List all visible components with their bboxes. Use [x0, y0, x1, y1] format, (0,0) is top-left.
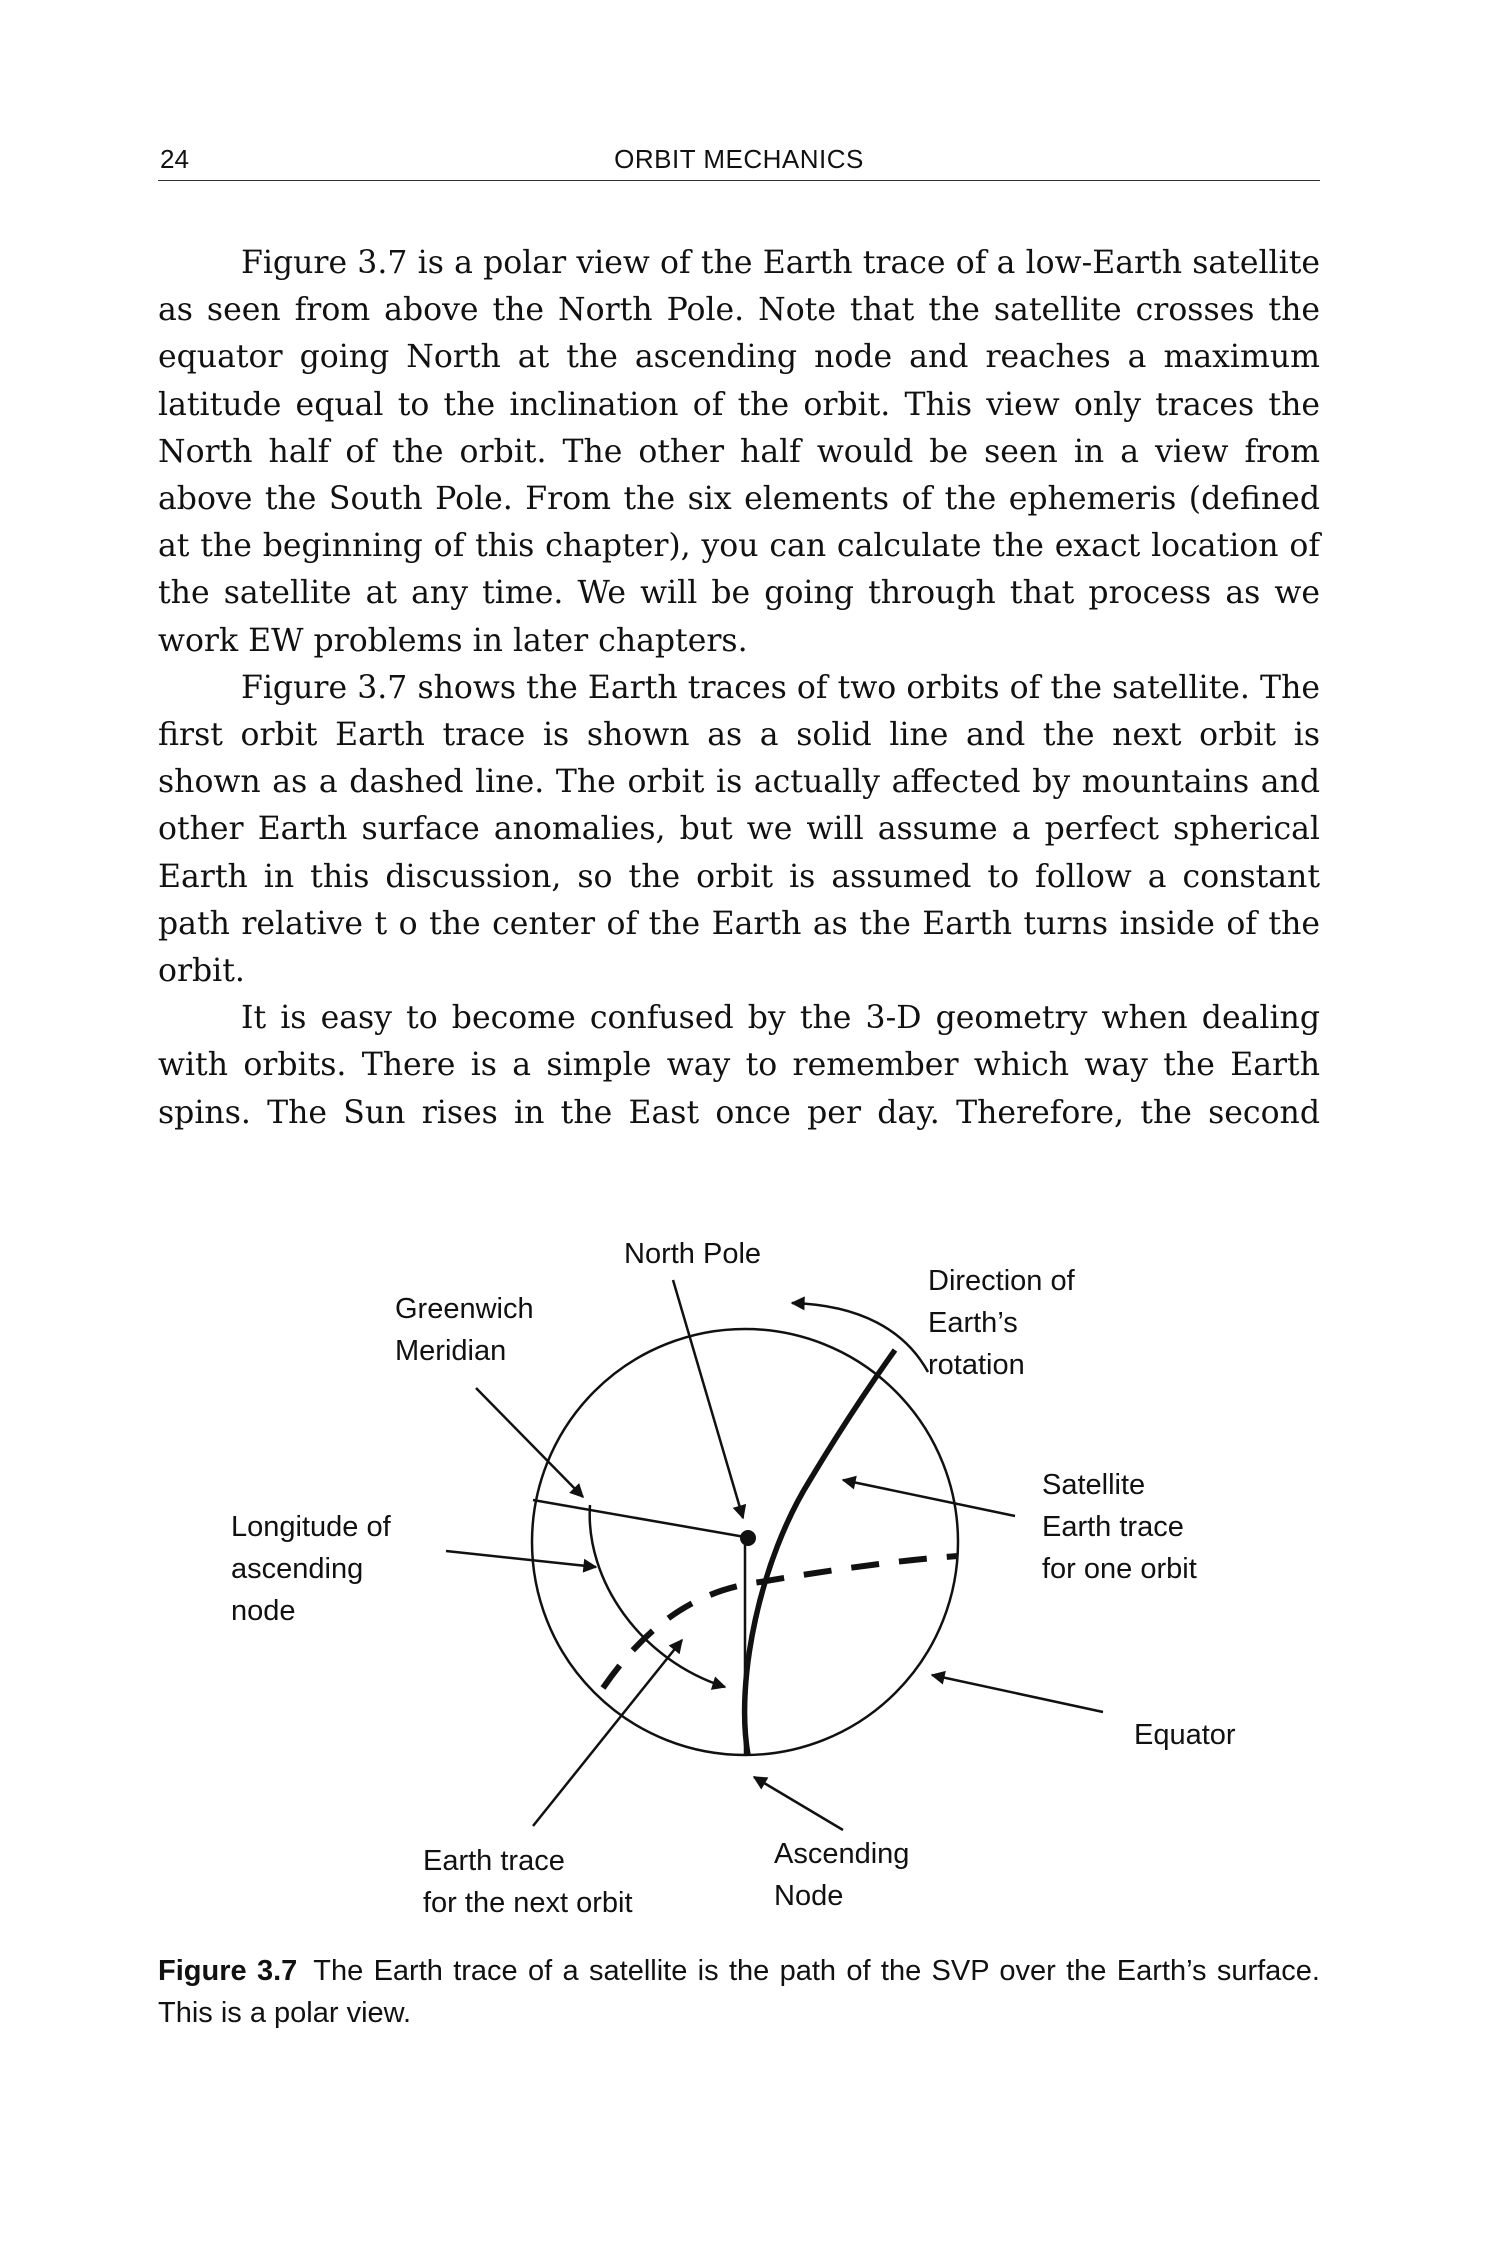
north-pole-leader — [673, 1280, 743, 1518]
paragraph-1: Figure 3.7 is a polar view of the Earth trace of a low-Earth satellite as seen from above the North Pole. Note that the satellite crosses the equator going North at the ascending node and reaches a maximum latitude equal to the inclination of the orbit. This view only traces the North half of the orbit. The other half would be seen in a view from above the South Pole. From the six elements of the ephemeris (defined at the beginning of this chapter), you can calculate the exact location of the satellite at any time. We will be going through that process as we work EW problems in later chapters. — [158, 245, 1320, 659]
label-next-orbit-line2: for the next orbit — [423, 1887, 633, 1919]
label-next-orbit-line1: Earth trace — [423, 1845, 565, 1877]
greenwich-meridian-line — [533, 1500, 745, 1537]
figure-3-7 — [0, 1200, 1500, 1960]
label-direction-line1: Direction of — [928, 1265, 1075, 1297]
label-longitude-line3: node — [231, 1595, 296, 1627]
label-direction-line3: rotation — [928, 1349, 1025, 1381]
label-north-pole: North Pole — [624, 1238, 762, 1270]
label-satellite-line1: Satellite — [1042, 1469, 1146, 1501]
equator-leader — [932, 1675, 1103, 1712]
satellite-trace-dashed — [603, 1556, 958, 1688]
paragraph-2: Figure 3.7 shows the Earth traces of two orbits of the satellite. The first orbit Earth trace is shown as a solid line and the next orbit is shown as a dashed line. The orbit is actually affected by mountains and other Earth surface anomalies, but we will assume a perfect spherical Earth in this discussion, so the orbit is assumed to follow a constant path relative t o the center of the Earth as the Earth turns inside of the orbit. — [158, 669, 1320, 990]
paragraph-3: It is easy to become confused by the 3-D geometry when dealing with orbits. There is a simple way to remember which way the Earth spins. The Sun rises in the East once per day. Therefore, the second — [158, 1000, 1320, 1131]
label-ascending-line2: Node — [774, 1880, 844, 1912]
north-pole-dot — [740, 1530, 756, 1546]
longitude-arc — [590, 1505, 725, 1687]
label-greenwich-line1: Greenwich — [395, 1293, 534, 1325]
page-number: 24 — [160, 144, 189, 174]
figure-caption — [158, 1950, 1320, 2034]
label-longitude-line2: ascending — [231, 1553, 364, 1585]
body-text — [158, 240, 1320, 1137]
label-equator: Equator — [1134, 1719, 1236, 1751]
label-longitude-line1: Longitude of — [231, 1511, 391, 1543]
running-title: ORBIT MECHANICS — [614, 144, 864, 174]
greenwich-leader — [476, 1388, 583, 1497]
running-head — [158, 142, 1320, 181]
label-ascending-line1: Ascending — [774, 1838, 910, 1870]
label-satellite-line3: for one orbit — [1042, 1553, 1197, 1585]
label-greenwich-line2: Meridian — [395, 1335, 507, 1367]
next-orbit-leader — [533, 1640, 682, 1826]
polar-view-diagram — [0, 1200, 1500, 1960]
label-direction-line2: Earth’s — [928, 1307, 1018, 1339]
caption-number: Figure 3.7 — [158, 1955, 298, 1987]
longitude-leader — [446, 1551, 596, 1567]
satellite-trace-solid — [745, 1350, 895, 1755]
satellite-trace-leader — [843, 1480, 1015, 1516]
caption-text: The Earth trace of a satellite is the path of the SVP over the Earth’s surface. This is a polar view. — [158, 1955, 1320, 2029]
ascending-node-leader — [754, 1777, 843, 1830]
label-satellite-line2: Earth trace — [1042, 1511, 1184, 1543]
